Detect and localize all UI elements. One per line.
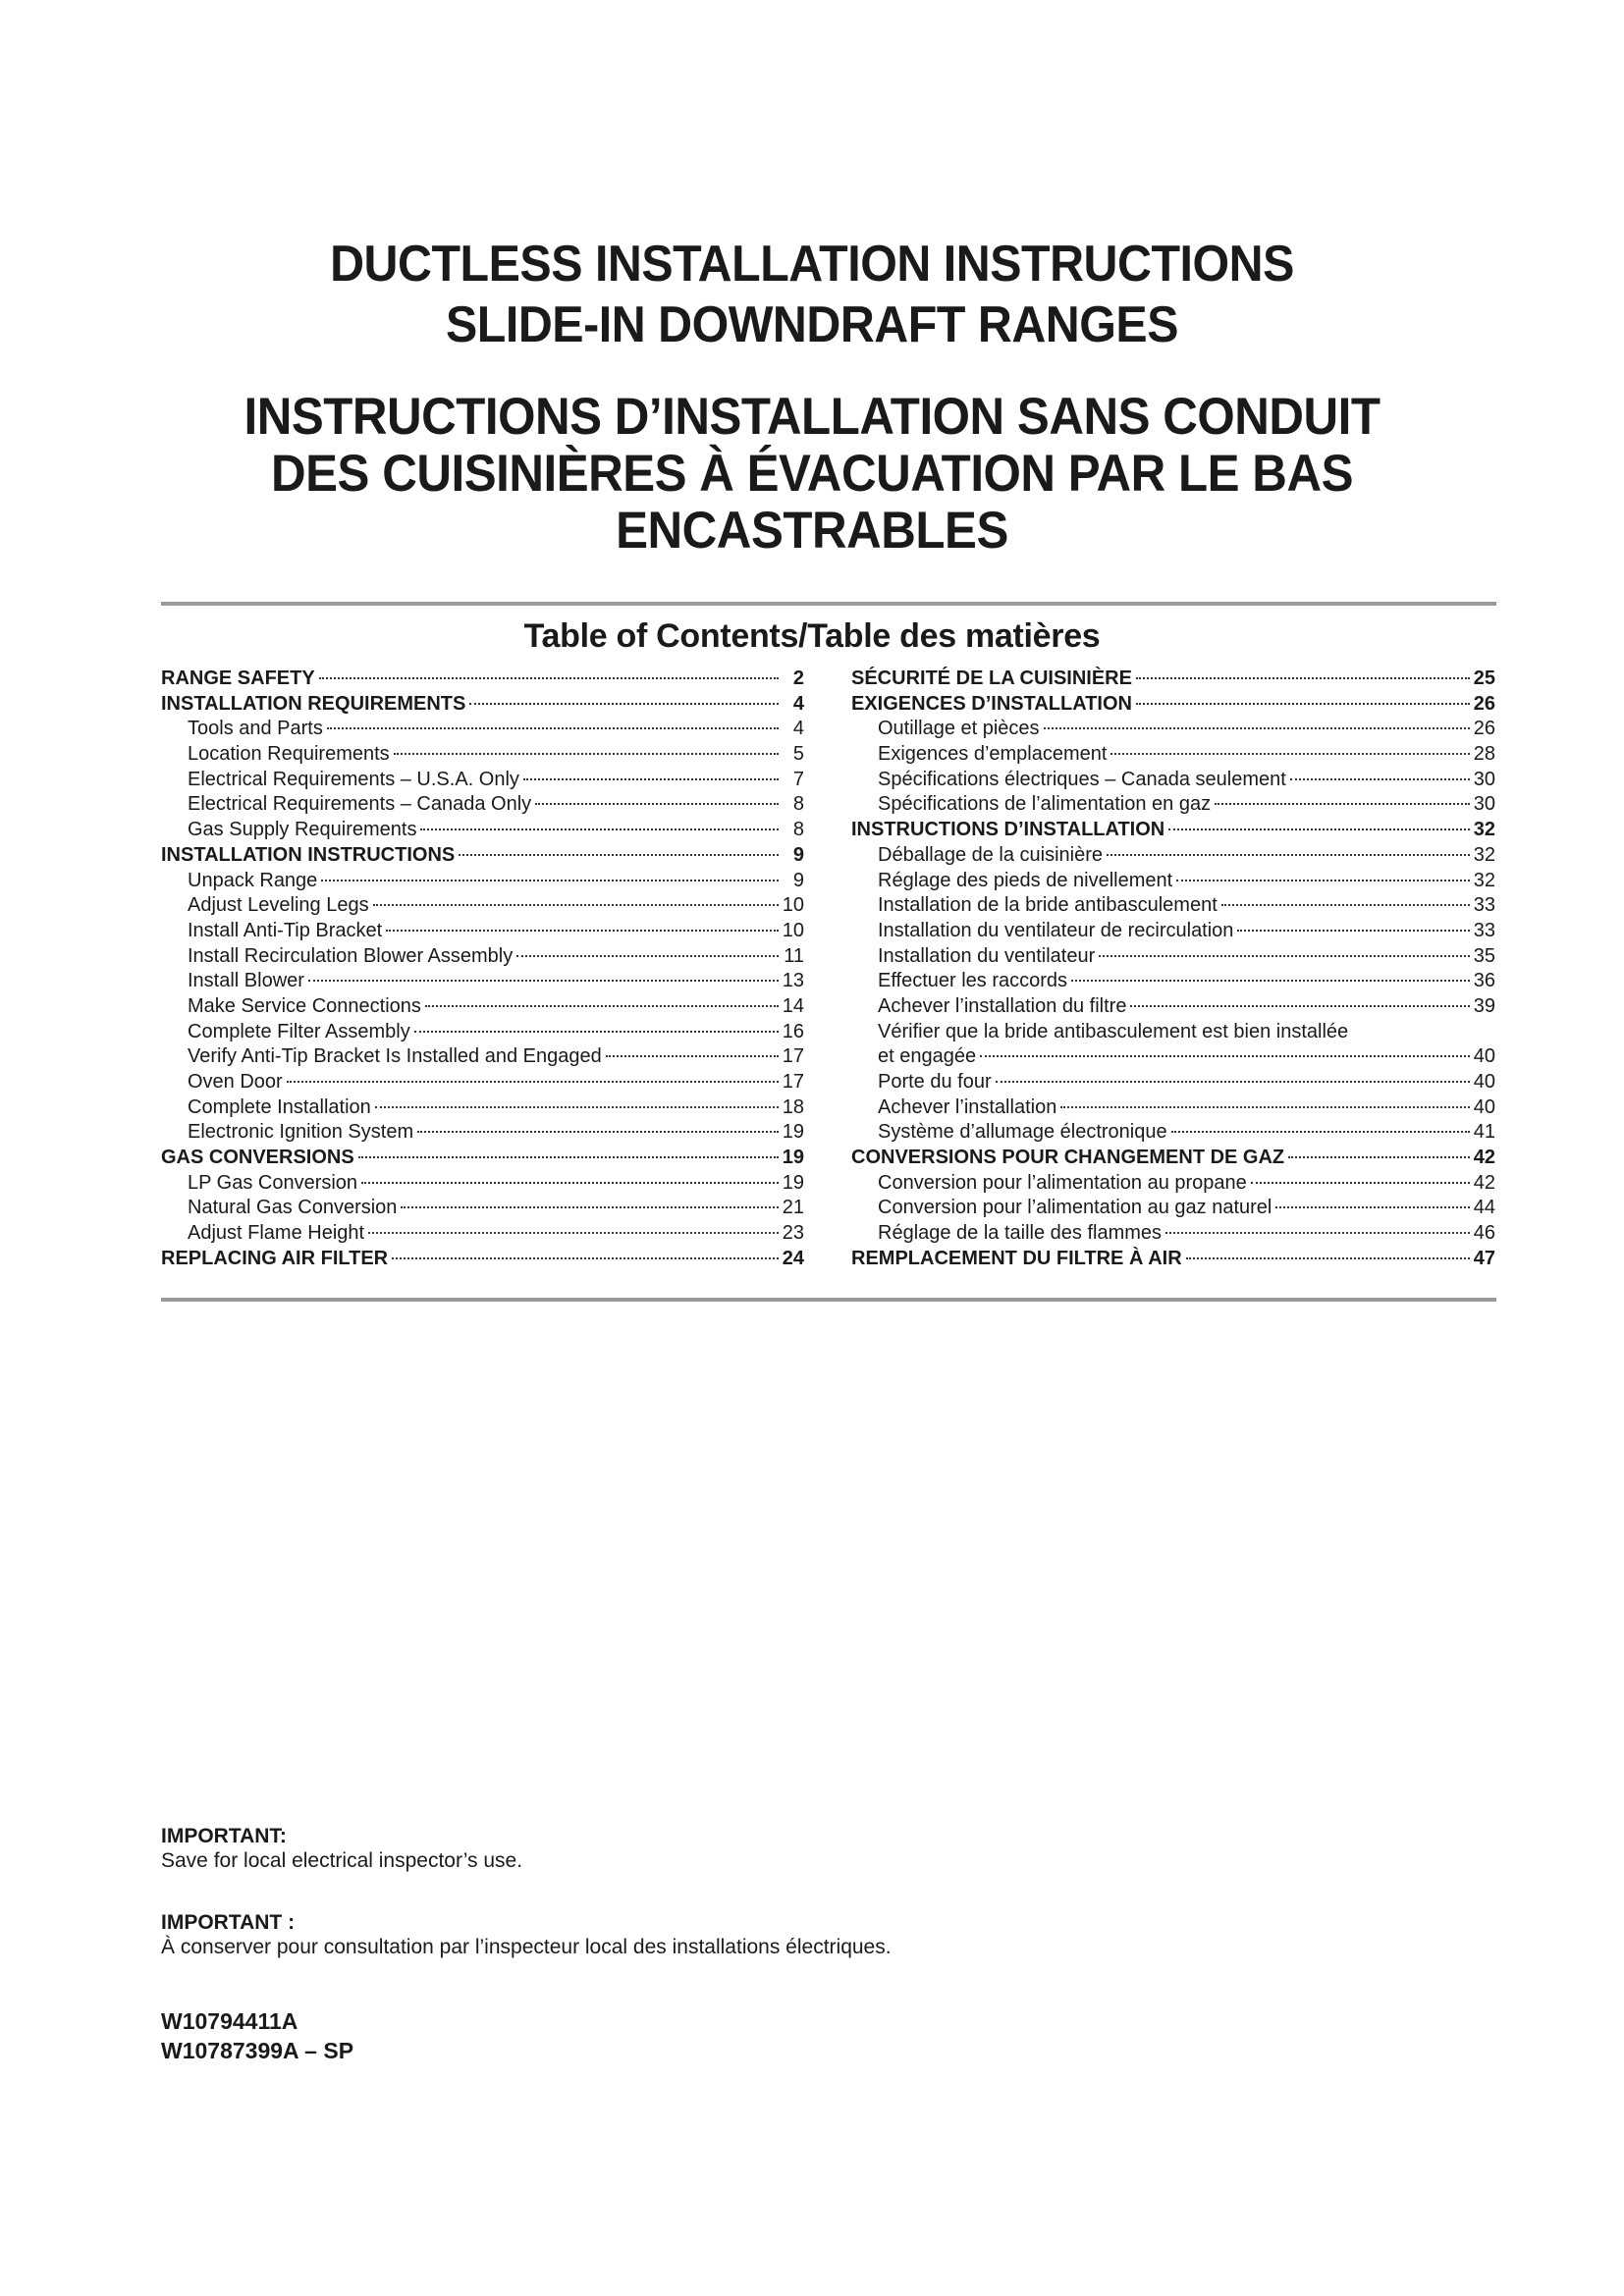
toc-entry-label: Spécifications électriques – Canada seulement (878, 768, 1286, 790)
toc-leader-dots (1288, 1156, 1470, 1158)
toc-entry-page: 32 (1473, 869, 1495, 891)
toc-entry (851, 742, 1495, 768)
toc-entry (161, 1196, 804, 1221)
toc-leader-dots (358, 1156, 779, 1158)
toc-leader-dots (606, 1055, 779, 1057)
toc-entry (161, 1171, 804, 1197)
part-number-1: W10794411A (161, 2008, 298, 2034)
toc-leader-dots (375, 1106, 779, 1108)
toc-entry-page: 25 (1473, 667, 1495, 689)
toc-entry-page: 23 (782, 1222, 804, 1245)
toc-entry (161, 1247, 804, 1272)
toc-leader-dots (1060, 1106, 1469, 1108)
toc-entry-label: Spécifications de l’alimentation en gaz (878, 793, 1212, 816)
toc-leader-dots (469, 703, 779, 705)
toc-entry-page: 4 (792, 718, 804, 740)
toc-entry-label: et engagée (878, 1045, 977, 1068)
toc-leader-dots (1107, 854, 1470, 856)
toc-entry-page: 18 (782, 1095, 804, 1118)
toc-entry-label: Adjust Flame Height (188, 1222, 365, 1245)
toc-entry-label: Complete Filter Assembly (188, 1020, 410, 1042)
toc-entry-page: 44 (1473, 1197, 1495, 1219)
toc-leader-dots (996, 1081, 1470, 1083)
toc-leader-dots (1176, 880, 1470, 881)
toc-entry-page: 17 (782, 1045, 804, 1068)
toc-leader-dots (420, 828, 779, 830)
toc-entry (851, 1044, 1495, 1070)
toc-leader-dots (414, 1031, 779, 1033)
toc-entry-label: RANGE SAFETY (161, 667, 315, 689)
toc-leader-dots (1099, 955, 1470, 957)
toc-entry-page: 16 (782, 1020, 804, 1042)
toc-entry-page: 8 (792, 793, 804, 816)
toc-entry-label: Verify Anti-Tip Bracket Is Installed and Engaged (188, 1045, 602, 1068)
toc-entry-label: Système d’allumage électronique (878, 1121, 1167, 1144)
toc-leader-dots (1186, 1257, 1470, 1259)
toc-entry (851, 1146, 1495, 1171)
important-label-en: IMPORTANT: (161, 1825, 287, 1847)
toc-entry (161, 944, 804, 970)
toc-entry-page: 35 (1473, 944, 1495, 967)
toc-leader-dots (1136, 703, 1470, 705)
toc-entry-page: 32 (1473, 843, 1495, 866)
toc-leader-dots (1110, 753, 1469, 755)
toc-entry (851, 768, 1495, 793)
toc-entry (161, 1020, 804, 1045)
toc-entry-page: 10 (782, 919, 804, 941)
toc-entry (851, 994, 1495, 1020)
part-number-2: W10787399A – SP (161, 2038, 354, 2063)
toc-entry-page: 17 (782, 1071, 804, 1093)
toc-entry (851, 843, 1495, 869)
toc-leader-dots (287, 1081, 779, 1083)
toc-entry-page: 7 (792, 768, 804, 790)
toc-entry (851, 893, 1495, 919)
toc-entry-page: 19 (782, 1171, 804, 1194)
toc-entry (161, 1221, 804, 1247)
toc-entry (851, 919, 1495, 944)
toc-entry-page: 10 (782, 894, 804, 917)
toc-entry-label: Vérifier que la bride antibasculement est bien installée (878, 1020, 1349, 1042)
toc-leader-dots (373, 904, 779, 906)
toc-entry (161, 919, 804, 944)
toc-entry-label: Unpack Range (188, 869, 318, 891)
toc-entry (851, 1247, 1495, 1272)
toc-leader-dots (1251, 1182, 1470, 1184)
toc-entry (161, 994, 804, 1020)
toc-entry (851, 818, 1495, 843)
toc-entry-page: 26 (1473, 718, 1495, 740)
title-fr-line3: ENCASTRABLES (616, 502, 1008, 560)
toc-leader-dots (459, 854, 779, 856)
toc-entry-label: INSTRUCTIONS D’INSTALLATION (851, 819, 1165, 841)
toc-entry-label: Achever l’installation du filtre (878, 994, 1127, 1017)
toc-entry-label: Conversion pour l’alimentation au gaz naturel (878, 1197, 1272, 1219)
toc-entry (161, 843, 804, 869)
toc-entry-label: REMPLACEMENT DU FILTRE À AIR (851, 1247, 1182, 1269)
toc-entry-page: 42 (1473, 1147, 1495, 1169)
toc-leader-dots (1136, 677, 1470, 679)
toc-entry-page: 40 (1473, 1095, 1495, 1118)
toc-leader-dots (394, 753, 779, 755)
toc-entry-label: Exigences d’emplacement (878, 743, 1108, 766)
toc-leader-dots (392, 1257, 779, 1259)
toc-entry (851, 1221, 1495, 1247)
toc-column-english (161, 667, 804, 1272)
toc-entry-page: 24 (782, 1247, 804, 1269)
toc-entry-page: 21 (782, 1197, 804, 1219)
important-note-french (161, 1910, 892, 1959)
title-en-line2: SLIDE-IN DOWNDRAFT RANGES (445, 296, 1178, 353)
toc-entry-page: 2 (792, 667, 804, 689)
toc-entry-page: 40 (1473, 1071, 1495, 1093)
toc-entry (161, 667, 804, 692)
toc-entry-label: Install Blower (188, 970, 304, 992)
toc-entry (161, 818, 804, 843)
toc-entry-label: Installation du ventilateur de recirculation (878, 919, 1234, 941)
toc-entry (161, 1146, 804, 1171)
toc-leader-dots (321, 880, 779, 881)
toc-entry-label: Conversion pour l’alimentation au propane (878, 1171, 1247, 1194)
toc-entry-page: 19 (782, 1147, 804, 1169)
toc-entry (851, 1196, 1495, 1221)
toc-leader-dots (1215, 803, 1470, 805)
toc-leader-dots (516, 955, 779, 957)
toc-entry-label: EXIGENCES D’INSTALLATION (851, 692, 1132, 715)
toc-entry (851, 869, 1495, 894)
toc-entry (851, 692, 1495, 718)
toc-leader-dots (1221, 904, 1470, 906)
toc-entry-label: Effectuer les raccords (878, 970, 1068, 992)
toc-entry-page: 28 (1473, 743, 1495, 766)
toc-entry-label: Outillage et pièces (878, 718, 1040, 740)
toc-entry-page: 33 (1473, 919, 1495, 941)
toc-entry-page: 11 (784, 944, 804, 967)
toc-entry-page: 40 (1473, 1045, 1495, 1068)
toc-entry-label: Porte du four (878, 1071, 992, 1093)
toc-leader-dots (1275, 1206, 1469, 1208)
toc-entry (851, 1020, 1495, 1045)
toc-entry (161, 792, 804, 818)
toc-entry-page: 26 (1473, 692, 1495, 715)
toc-entry (161, 692, 804, 718)
toc-entry-label: SÉCURITÉ DE LA CUISINIÈRE (851, 667, 1132, 689)
toc-leader-dots (401, 1206, 778, 1208)
toc-entry-page: 9 (792, 843, 804, 866)
toc-leader-dots (523, 778, 779, 780)
toc-entry-page: 42 (1473, 1171, 1495, 1194)
toc-entry (161, 869, 804, 894)
toc-entry (161, 1095, 804, 1121)
top-divider (161, 602, 1496, 606)
toc-entry-label: Oven Door (188, 1071, 283, 1093)
toc-leader-dots (319, 677, 779, 679)
toc-entry-label: INSTALLATION REQUIREMENTS (161, 692, 466, 715)
toc-leader-dots (1237, 930, 1469, 932)
toc-entry (161, 1044, 804, 1070)
toc-entry-page: 19 (782, 1121, 804, 1144)
toc-entry-page: 30 (1473, 793, 1495, 816)
toc-leader-dots (1130, 1005, 1469, 1007)
toc-entry-page: 13 (782, 970, 804, 992)
toc-entry (851, 944, 1495, 970)
toc-entry-page: 5 (792, 743, 804, 766)
toc-leader-dots (361, 1182, 779, 1184)
toc-entry-label: Install Recirculation Blower Assembly (188, 944, 514, 967)
toc-entry (851, 667, 1495, 692)
title-fr-line1: INSTRUCTIONS D’INSTALLATION SANS CONDUIT (244, 388, 1380, 446)
toc-entry-label: INSTALLATION INSTRUCTIONS (161, 843, 456, 866)
toc-entry-label: CONVERSIONS POUR CHANGEMENT DE GAZ (851, 1147, 1285, 1169)
toc-entry-page: 14 (782, 994, 804, 1017)
toc-entry (851, 1120, 1495, 1146)
toc-entry-label: Achever l’installation (878, 1095, 1057, 1118)
toc-entry (161, 768, 804, 793)
toc-leader-dots (417, 1131, 779, 1133)
toc-entry-label: Natural Gas Conversion (188, 1197, 398, 1219)
document-codes (161, 2006, 353, 2065)
toc-entry-label: Install Anti-Tip Bracket (188, 919, 383, 941)
toc-entry-page: 8 (792, 819, 804, 841)
toc-leader-dots (535, 803, 779, 805)
toc-entry (161, 1070, 804, 1095)
toc-entry-label: Installation de la bride antibasculement (878, 894, 1218, 917)
toc-leader-dots (1290, 778, 1470, 780)
toc-entry-label: REPLACING AIR FILTER (161, 1247, 389, 1269)
toc-entry (851, 969, 1495, 994)
important-note-english (161, 1824, 522, 1873)
toc-entry-label: Make Service Connections (188, 994, 421, 1017)
toc-entry-label: Electronic Ignition System (188, 1121, 414, 1144)
toc-entry-label: Réglage de la taille des flammes (878, 1222, 1163, 1245)
toc-entry-page: 9 (792, 869, 804, 891)
toc-heading: Table of Contents/Table des matières (523, 617, 1101, 655)
toc-entry-label: Gas Supply Requirements (188, 819, 417, 841)
toc-leader-dots (1044, 727, 1470, 729)
toc-entry-label: Installation du ventilateur (878, 944, 1096, 967)
toc-entry-label: Réglage des pieds de nivellement (878, 869, 1173, 891)
toc-leader-dots (327, 727, 779, 729)
toc-entry-label: Déballage de la cuisinière (878, 843, 1104, 866)
toc-entry (161, 893, 804, 919)
toc-entry-page: 30 (1473, 768, 1495, 790)
toc-entry-page: 33 (1473, 894, 1495, 917)
toc-entry-page: 46 (1473, 1222, 1495, 1245)
important-label-fr: IMPORTANT : (161, 1911, 296, 1934)
important-text-en: Save for local electrical inspector’s use. (161, 1849, 523, 1872)
toc-leader-dots (1168, 828, 1470, 830)
toc-entry-label: Electrical Requirements – Canada Only (188, 793, 532, 816)
toc-entry-label: LP Gas Conversion (188, 1171, 358, 1194)
bottom-divider (161, 1298, 1496, 1302)
toc-entry (161, 969, 804, 994)
toc-entry-label: Electrical Requirements – U.S.A. Only (188, 768, 519, 790)
toc-entry-label: Adjust Leveling Legs (188, 894, 369, 917)
toc-entry-page: 4 (792, 692, 804, 715)
title-en-line1: DUCTLESS INSTALLATION INSTRUCTIONS (330, 236, 1294, 293)
toc-entry-label: Location Requirements (188, 743, 390, 766)
toc-leader-dots (1071, 980, 1470, 982)
toc-entry (851, 717, 1495, 742)
toc-leader-dots (980, 1055, 1470, 1057)
toc-column-french (851, 667, 1495, 1272)
toc-leader-dots (368, 1232, 779, 1234)
toc-entry-label: Complete Installation (188, 1095, 371, 1118)
toc-entry (851, 1171, 1495, 1197)
toc-entry (851, 1070, 1495, 1095)
toc-entry (161, 742, 804, 768)
toc-entry (161, 1120, 804, 1146)
toc-leader-dots (308, 980, 779, 982)
toc-entry (851, 1095, 1495, 1121)
toc-leader-dots (1171, 1131, 1470, 1133)
toc-entry-page: 39 (1473, 994, 1495, 1017)
toc-entry-page: 32 (1473, 819, 1495, 841)
important-text-fr: À conserver pour consultation par l’inspecteur local des installations électriques. (161, 1936, 892, 1958)
toc-entry-page: 36 (1473, 970, 1495, 992)
toc-entry-page: 47 (1473, 1247, 1495, 1269)
toc-leader-dots (386, 930, 779, 932)
toc-leader-dots (425, 1005, 779, 1007)
toc-entry-label: GAS CONVERSIONS (161, 1147, 354, 1169)
toc-entry-label: Tools and Parts (188, 718, 323, 740)
title-block (0, 234, 1624, 560)
title-fr-line2: DES CUISINIÈRES À ÉVACUATION PAR LE BAS (271, 445, 1353, 503)
toc-leader-dots (1165, 1232, 1470, 1234)
toc-entry-page: 41 (1473, 1121, 1495, 1144)
toc-entry (851, 792, 1495, 818)
toc-entry (161, 717, 804, 742)
